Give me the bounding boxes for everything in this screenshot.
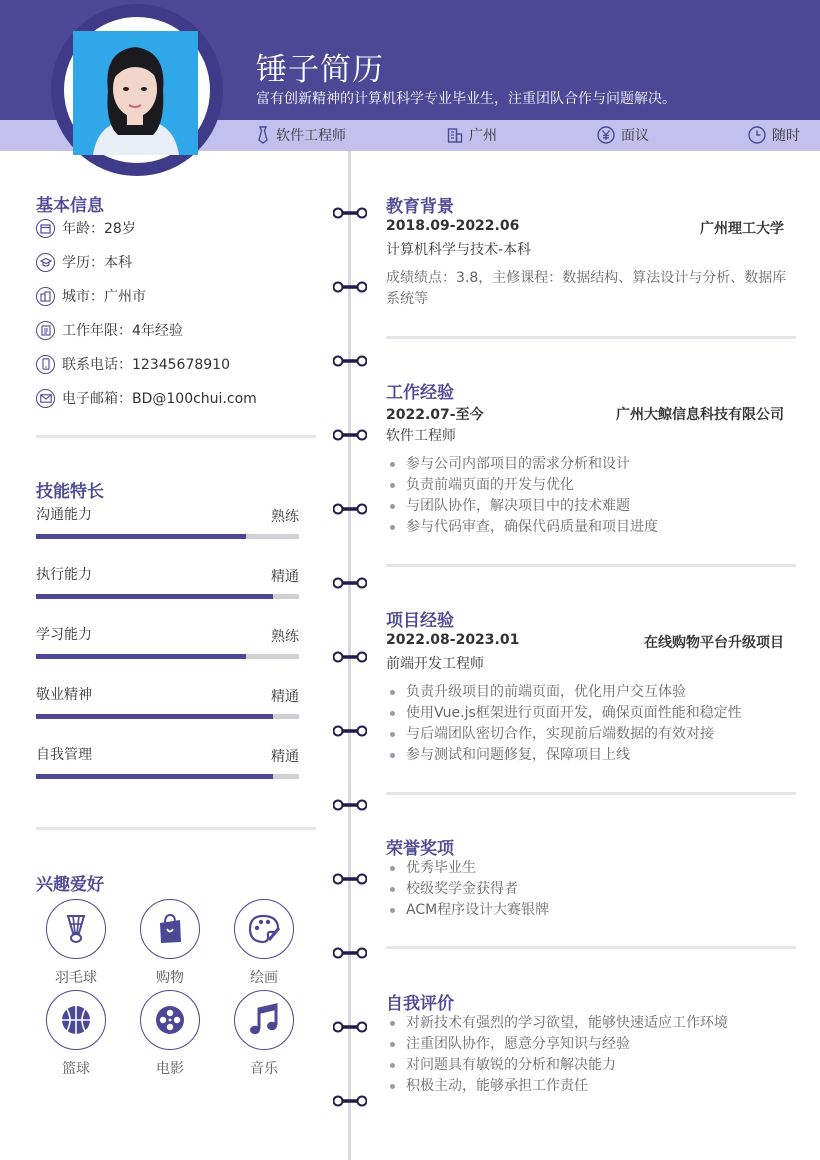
skill-name: 学习能力 [36, 627, 92, 643]
list-item: 参与公司内部项目的需求分析和设计 [386, 454, 658, 475]
mail-icon [36, 389, 55, 408]
education-description: 成绩绩点：3.8，主修课程：数据结构、算法设计与分析、数据库系统等 [386, 270, 787, 307]
skill-progress-fill [36, 594, 273, 599]
list-item: 与后端团队密切合作，实现前后端数据的有效对接 [386, 724, 742, 745]
hobby-badminton [46, 899, 106, 987]
hobby-label: 羽毛球 [55, 970, 97, 986]
avatar [73, 31, 198, 155]
badminton-icon [46, 899, 106, 959]
list-item: 负责前端页面的开发与优化 [386, 475, 658, 496]
meta-city [447, 123, 497, 147]
palette-icon [234, 899, 294, 959]
skill-level: 精通 [271, 689, 299, 705]
list-item: 负责升级项目的前端页面，优化用户交互体验 [386, 682, 742, 703]
meta-salary-label: 面议 [621, 128, 649, 144]
list-item: 对新技术有强烈的学习欲望，能够快速适应工作环境 [386, 1013, 728, 1034]
education-major: 计算机科学与技术-本科 [386, 242, 532, 258]
list-item: 优秀毕业生 [386, 858, 549, 879]
skill-progress-bar [36, 774, 299, 779]
info-education-text: 学历：本科 [62, 255, 132, 271]
timeline-knot [333, 500, 367, 512]
hobbies-title: 兴趣爱好 [36, 875, 104, 895]
hobby-label: 篮球 [62, 1061, 90, 1077]
project-bullets [386, 682, 742, 766]
meta-salary [597, 123, 649, 147]
project-name: 在线购物平台升级项目 [644, 635, 784, 651]
awards-bullets [386, 858, 549, 921]
skill-name: 自我管理 [36, 747, 92, 763]
list-item: ACM程序设计大赛银牌 [386, 900, 549, 921]
yen-icon [597, 126, 615, 144]
meta-city-label: 广州 [469, 128, 497, 144]
self-eval-title: 自我评价 [386, 994, 454, 1014]
divider [386, 336, 796, 339]
info-city-text: 城市：广州市 [62, 289, 146, 305]
info-age-text: 年龄：28岁 [62, 221, 136, 237]
info-years-text: 工作年限：4年经验 [62, 323, 183, 339]
project-date: 2022.08-2023.01 [386, 632, 520, 648]
skill-progress-fill [36, 774, 273, 779]
page-subtitle: 富有创新精神的计算机科学专业毕业生，注重团队合作与问题解决。 [256, 91, 676, 107]
hobby-shopping [140, 899, 200, 987]
skill-progress-bar [36, 714, 299, 719]
info-age [36, 217, 136, 239]
project-title: 项目经验 [386, 611, 454, 631]
list-item: 对问题具有敏锐的分析和解决能力 [386, 1055, 728, 1076]
divider [386, 792, 796, 795]
work-bullets [386, 454, 658, 538]
hobby-label: 电影 [156, 1061, 184, 1077]
hobby-label: 购物 [156, 970, 184, 986]
meta-position [256, 123, 346, 147]
building-icon [447, 127, 463, 143]
city-icon [36, 287, 55, 306]
timeline-knot [333, 944, 367, 956]
timeline-knot [333, 870, 367, 882]
skill-progress-fill [36, 714, 273, 719]
timeline-knot [333, 648, 367, 660]
timeline-knot [333, 278, 367, 290]
divider [36, 435, 316, 438]
skill-name: 沟通能力 [36, 507, 92, 523]
list-item: 注重团队协作，愿意分享知识与经验 [386, 1034, 728, 1055]
meta-availability [748, 123, 800, 147]
list-item: 使用Vue.js框架进行页面开发，确保页面性能和稳定性 [386, 703, 742, 724]
hobby-basketball [46, 990, 106, 1078]
info-phone-text: 联系电话：12345678910 [62, 357, 230, 373]
list-item: 校级奖学金获得者 [386, 879, 549, 900]
awards-title: 荣誉奖项 [386, 839, 454, 859]
project-role: 前端开发工程师 [386, 656, 484, 672]
list-item: 积极主动，能够承担工作责任 [386, 1076, 728, 1097]
graduation-cap-icon [36, 253, 55, 272]
tie-icon [256, 126, 270, 144]
skill-progress-bar [36, 534, 299, 539]
education-school: 广州理工大学 [700, 221, 784, 237]
info-education [36, 251, 132, 273]
list-item: 参与代码审查，确保代码质量和项目进度 [386, 517, 658, 538]
work-title: 工作经验 [386, 383, 454, 403]
timeline-knot [333, 1092, 367, 1104]
education-title: 教育背景 [386, 197, 454, 217]
skill-progress-fill [36, 534, 246, 539]
skill-level: 精通 [271, 569, 299, 585]
skills-title: 技能特长 [36, 482, 104, 502]
info-years [36, 319, 183, 341]
work-company: 广州大鲸信息科技有限公司 [616, 407, 784, 423]
meta-availability-label: 随时 [772, 128, 800, 144]
calendar-icon [36, 219, 55, 238]
education-date: 2018.09-2022.06 [386, 218, 520, 234]
clock-icon [748, 126, 766, 144]
timeline-knot [333, 426, 367, 438]
hobby-painting [234, 899, 294, 987]
list-item: 与团队协作，解决项目中的技术难题 [386, 496, 658, 517]
info-email-text: 电子邮箱：BD@100chui.com [62, 391, 257, 407]
timeline-knot [333, 352, 367, 364]
self-eval-bullets [386, 1013, 728, 1097]
timeline-knot [333, 574, 367, 586]
basic-info-title: 基本信息 [36, 196, 104, 216]
skill-progress-bar [36, 594, 299, 599]
skill-level: 熟练 [271, 509, 299, 525]
document-icon [36, 321, 55, 340]
info-city [36, 285, 146, 307]
basketball-icon [46, 990, 106, 1050]
phone-icon [36, 355, 55, 374]
shopping-bag-icon [140, 899, 200, 959]
hobby-label: 绘画 [250, 970, 278, 986]
divider [386, 564, 796, 567]
skill-name: 执行能力 [36, 567, 92, 583]
work-date: 2022.07-至今 [386, 407, 484, 423]
divider [36, 827, 316, 830]
list-item: 参与测试和问题修复，保障项目上线 [386, 745, 742, 766]
info-phone [36, 353, 230, 375]
music-note-icon [234, 990, 294, 1050]
skill-progress-fill [36, 654, 246, 659]
skill-name: 敬业精神 [36, 687, 92, 703]
info-email [36, 387, 257, 409]
page-title: 锤子简历 [256, 52, 384, 88]
timeline-knot [333, 204, 367, 216]
skill-level: 精通 [271, 749, 299, 765]
timeline-knot [333, 722, 367, 734]
timeline-knot [333, 796, 367, 808]
skill-progress-bar [36, 654, 299, 659]
meta-position-label: 软件工程师 [276, 128, 346, 144]
timeline-knot [333, 1018, 367, 1030]
film-reel-icon [140, 990, 200, 1050]
work-role: 软件工程师 [386, 428, 456, 444]
hobby-music [234, 990, 294, 1078]
skill-level: 熟练 [271, 629, 299, 645]
hobby-label: 音乐 [250, 1061, 278, 1077]
divider [386, 946, 796, 949]
hobby-movie [140, 990, 200, 1078]
